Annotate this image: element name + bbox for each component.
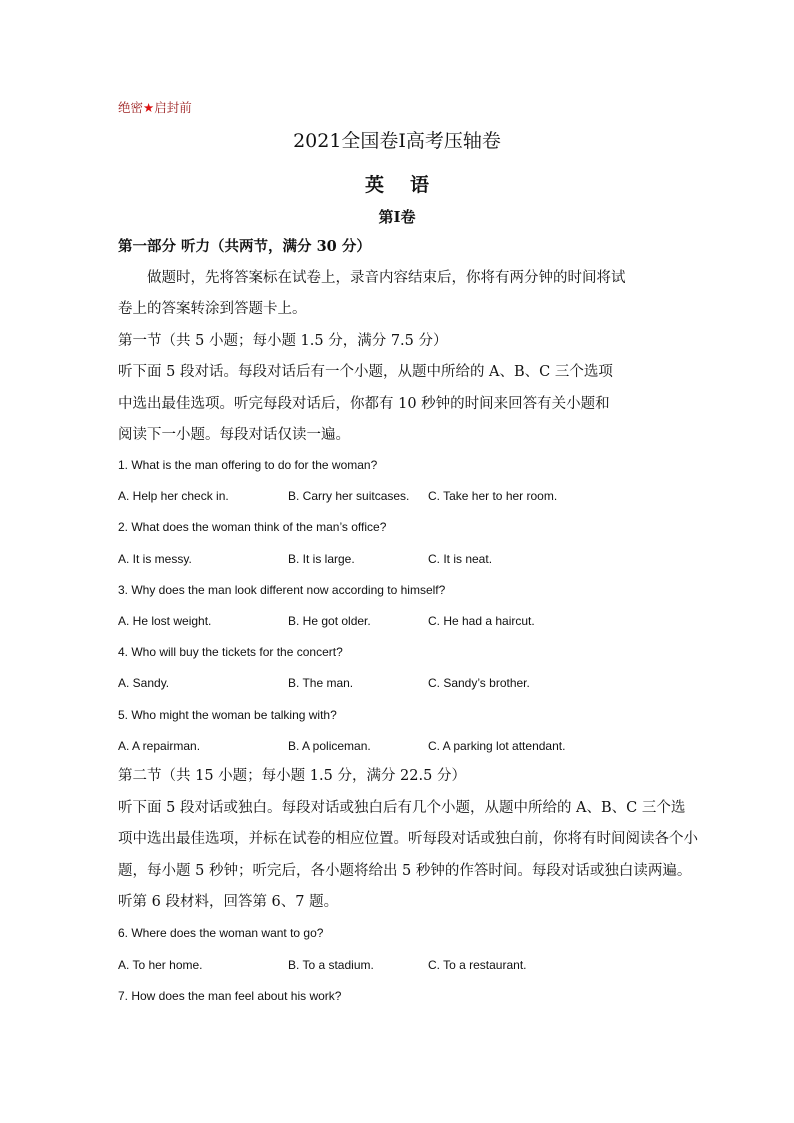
volume-title: 第I卷: [378, 208, 416, 226]
option-5c: C. A parking lot attendant.: [428, 739, 566, 753]
part1-heading: 第一部分 听力（共两节，满分 30 分）: [118, 238, 371, 255]
part1-intro-line: 做题时，先将答案标在试卷上，录音内容结束后，你将有两分钟的时间将试: [147, 269, 626, 286]
option-6a: A. To her home.: [118, 958, 203, 972]
question-2: 2. What does the woman think of the man’s office?: [118, 520, 387, 534]
question-7: 7. How does the man feel about his work?: [118, 989, 342, 1003]
subject-title: 英语: [364, 174, 455, 196]
option-5a: A. A repairman.: [118, 739, 201, 753]
question-5: 5. Who might the woman be talking with?: [118, 708, 337, 722]
option-4c: C. Sandy’s brother.: [428, 676, 530, 690]
confidential-tail: 启封前: [154, 100, 192, 115]
section2-instruction-line: 题，每小题 5 秒钟；听完后，各小题将给出 5 秒钟的作答时间。每段对话或独白读两遍。: [118, 862, 692, 879]
option-1a: A. Help her check in.: [118, 489, 229, 503]
part1-intro-line: 卷上的答案转涂到答题卡上。: [118, 301, 307, 317]
part1-block: [118, 231, 678, 452]
section2-instruction-line: 听第 6 段材料，回答第 6、7 题。: [118, 894, 339, 910]
section1-instruction-line: 中选出最佳选项。听完每段对话后，你都有 10 秒钟的时间来回答有关小题和: [118, 395, 610, 412]
question-3: 3. Why does the man look different now according to himself?: [118, 583, 446, 597]
option-3c: C. He had a haircut.: [428, 614, 535, 628]
option-2a: A. It is messy.: [118, 552, 192, 566]
option-4b: B. The man.: [288, 676, 354, 690]
option-5b: B. A policeman.: [288, 739, 371, 753]
option-6b: B. To a stadium.: [288, 958, 374, 972]
exam-title: 2021全国卷I高考压轴卷: [293, 130, 501, 152]
option-2c: C. It is neat.: [428, 552, 493, 566]
option-3a: A. He lost weight.: [118, 614, 212, 628]
section1-instruction-line: 阅读下一小题。每段对话仅读一遍。: [118, 427, 350, 443]
option-6c: C. To a restaurant.: [428, 958, 527, 972]
section1-heading: 第一节（共 5 小题；每小题 1.5 分，满分 7.5 分）: [118, 332, 448, 349]
star-icon: ★: [143, 100, 155, 115]
option-1c: C. Take her to her room.: [428, 489, 558, 503]
confidential-text: 绝密: [118, 100, 144, 115]
confidential-label: [118, 98, 192, 116]
option-2b: B. It is large.: [288, 552, 355, 566]
question-1: 1. What is the man offering to do for the woman?: [118, 458, 378, 472]
section2-block: [118, 761, 698, 919]
section2-instruction-line: 项中选出最佳选项，并标在试卷的相应位置。听每段对话或独白前，你将有时间阅读各个小: [118, 831, 698, 847]
option-3b: B. He got older.: [288, 614, 371, 628]
section2-heading: 第二节（共 15 小题；每小题 1.5 分，满分 22.5 分）: [118, 768, 466, 784]
question-6: 6. Where does the woman want to go?: [118, 926, 324, 940]
option-1b: B. Carry her suitcases.: [288, 489, 410, 503]
option-4a: A. Sandy.: [118, 676, 170, 690]
section2-instruction-line: 听下面 5 段对话或独白。每段对话或独白后有几个小题，从题中所给的 A、B、C 三个选: [118, 799, 686, 816]
section1-instruction-line: 听下面 5 段对话。每段对话后有一个小题，从题中所给的 A、B、C 三个选项: [118, 364, 613, 380]
question-4: 4. Who will buy the tickets for the concert?: [118, 645, 343, 659]
